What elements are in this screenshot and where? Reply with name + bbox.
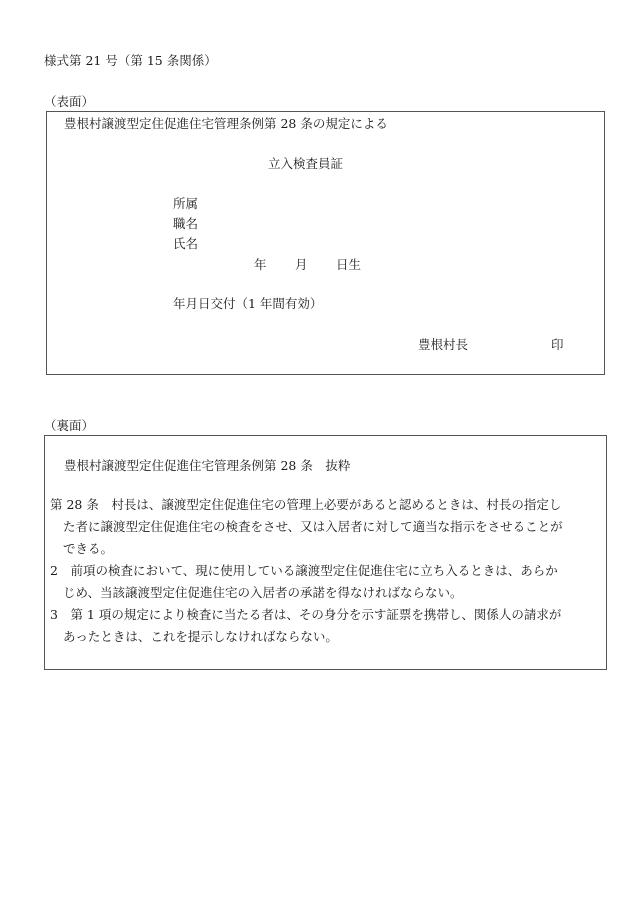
birth-month: 月 xyxy=(295,257,308,272)
seal-mark: 印 xyxy=(551,337,564,352)
issuer: 豊根村長 xyxy=(418,337,469,352)
clause-28-line3: できる。 xyxy=(63,541,114,556)
field-position: 職名 xyxy=(173,216,199,231)
clause-2-line1: 2 前項の検査において、現に使用している譲渡型定住促進住宅に立ち入るときは、あらか xyxy=(50,563,558,578)
birth-year: 年 xyxy=(254,257,267,272)
clause-2-line2: じめ、当該譲渡型定住促進住宅の入居者の承諾を得なければならない。 xyxy=(63,585,463,600)
front-card xyxy=(46,111,605,375)
card-title: 立入検査員証 xyxy=(268,156,344,171)
clause-3-line2: あったときは、これを提示しなければならない。 xyxy=(63,629,338,644)
birth-day: 日生 xyxy=(336,257,362,272)
back-section-label: （裏面） xyxy=(44,418,95,433)
field-affiliation: 所属 xyxy=(173,196,199,211)
clause-28-line1: 第 28 条 村長は、譲渡型定住促進住宅の管理上必要があると認めるときは、村長の指定し xyxy=(50,497,562,512)
back-heading: 豊根村譲渡型定住促進住宅管理条例第 28 条 抜粋 xyxy=(64,458,351,473)
form-number: 様式第 21 号（第 15 条関係） xyxy=(44,53,217,68)
front-intro: 豊根村譲渡型定住促進住宅管理条例第 28 条の規定による xyxy=(64,116,388,131)
issued-date: 年月日交付（1 年間有効） xyxy=(173,296,323,311)
front-section-label: （表面） xyxy=(44,94,95,109)
field-name: 氏名 xyxy=(173,236,199,251)
clause-3-line1: 3 第 1 項の規定により検査に当たる者は、その身分を示す証票を携帯し、関係人の請求が xyxy=(50,607,562,622)
clause-28-line2: た者に譲渡型定住促進住宅の検査をさせ、又は入居者に対して適当な指示をさせることが xyxy=(63,519,563,534)
